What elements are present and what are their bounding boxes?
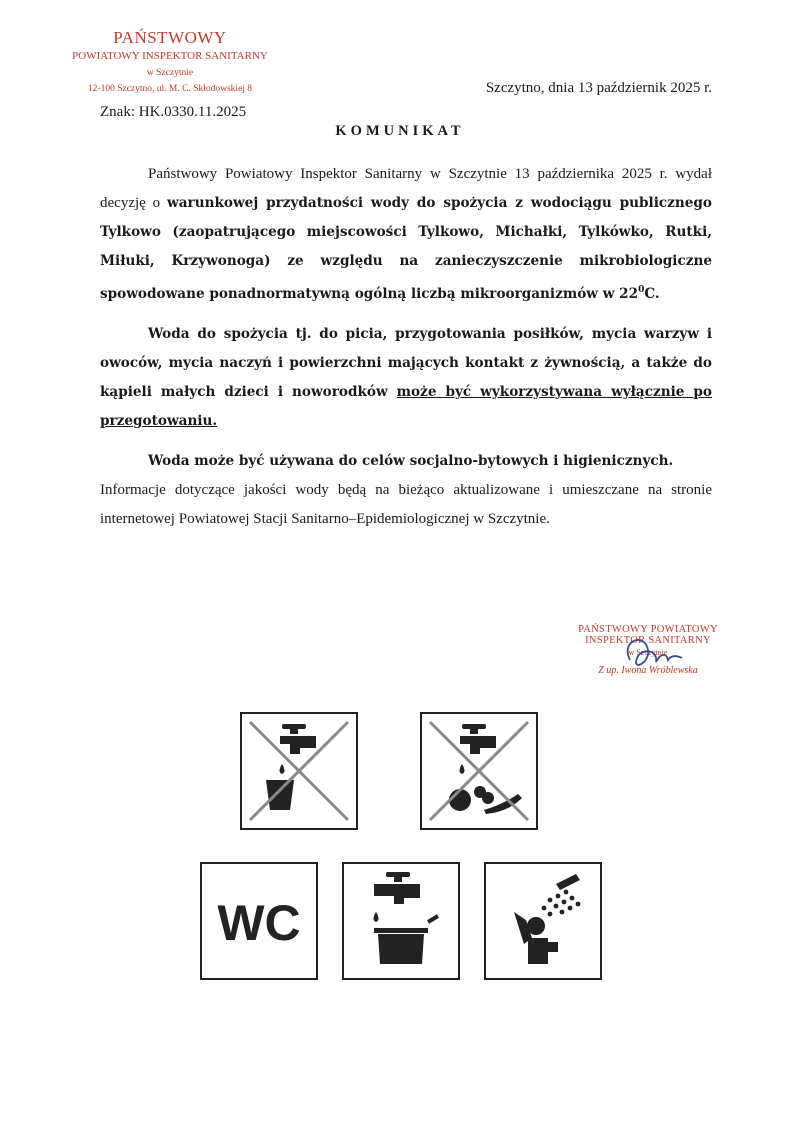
announcement-body <box>100 160 712 545</box>
no-drinking-icon <box>240 712 358 830</box>
toilet-icon <box>200 862 318 980</box>
paragraph-sanitary-use: Woda może być używana do celów socjalno-bytowych i higienicznych. <box>148 453 674 469</box>
handwritten-signature <box>600 630 710 680</box>
office-stamp-address: 12-100 Szczytno, ul. M. C. Skłodowskiej 8 <box>87 84 253 94</box>
office-stamp-line2: POWIATOWY INSPEKTOR SANITARNY <box>72 50 268 62</box>
office-stamp-line1: PAŃSTWOWY <box>113 28 227 47</box>
paragraph-decision: Państwowy Powiatowy Inspektor Sanitarny w Szczytnie 13 października 2025 r. wydał decyzję o warunkowej przydatności wody do spożycia z wodociągu publicznego Tylkowo (zaopatrującego miejscowości Tylkowo, Michałki, Tylkówko, Rutki, Miłuki, Krzywonoga) ze względu na zanieczyszczenie mikrobiologiczne spowodowane ponadnormatywną ogólną liczbą mikroorganizmów w $22^0C$. <box>100 166 712 302</box>
wc-label: WC <box>217 895 301 951</box>
document-title: KOMUNIKAT <box>335 123 465 139</box>
signature-stamp: PAŃSTWOWY POWIATOWY INSPEKTOR SANITARNY w Szczytnie Z up. Iwona Wróblewska <box>578 624 718 676</box>
boil-requirement: może być wykorzystywana wyłącznie po przegotowaniu. <box>100 384 712 429</box>
reference-number: Znak: HK.0330.11.2025 <box>100 104 247 120</box>
office-stamp <box>40 28 300 94</box>
office-stamp-line3: w Szczytnie <box>146 68 194 78</box>
paragraph-information: Informacje dotyczące jakości wody będą na bieżąco aktualizowane i umieszczane na stronie internetowej Powiatowej Stacji Sanitarno–Epidemiologicznej w Szczytnie. <box>100 482 712 527</box>
no-washing-food-icon <box>420 712 538 830</box>
cooking-icon <box>342 862 460 980</box>
paragraph-usage-restriction: Woda do spożycia tj. do picia, przygotowania posiłków, mycia warzyw i owoców, mycia naczyń i powierzchni mających kontakt z żywnością, a także do kąpieli małych dzieci i noworodków może być wykorzystywana wyłącznie po przegotowaniu. <box>100 326 712 429</box>
place-date: Szczytno, dnia 13 październik 2025 r. <box>485 80 712 96</box>
shower-icon <box>484 862 602 980</box>
